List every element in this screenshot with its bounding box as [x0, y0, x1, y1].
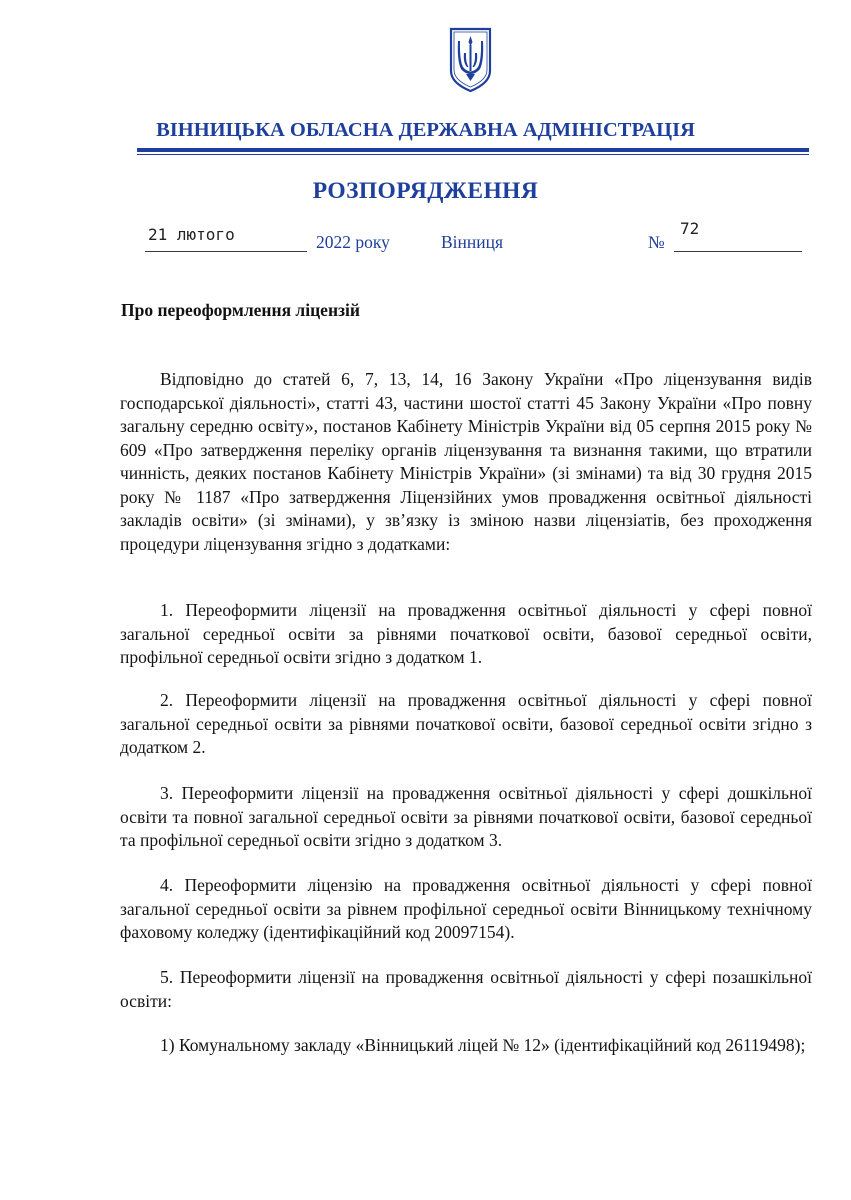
handwritten-date: 21 лютого — [148, 225, 235, 244]
paragraph-5: 5. Переоформити ліцензії на провадження освітньої діяльності у сфері позашкільної освіти: — [120, 967, 812, 1011]
document-city: Вінниця — [441, 232, 504, 252]
paragraph-5-item-1: 1) Комунальному закладу «Вінницький ліцей № 12» (ідентифікаційний код 26119498); — [160, 1035, 806, 1055]
organization-name: ВІННИЦЬКА ОБЛАСНА ДЕРЖАВНА АДМІНІСТРАЦІЯ — [156, 119, 695, 141]
preamble-paragraph: Відповідно до статей 6, 7, 13, 14, 16 Закону України «Про ліцензування видів господарської діяльності», статті 43, частини шостої статті 45 Закону України «Про повну загальну середню освіту», постанов Кабінету Міністрів України від 05 серпня 2015 року № 609 «Про затвердження переліку органів ліцензування та визнання такими, що втратили чинність, деяких постанов Кабінету Міністрів України» (зі змінами) та від 30 грудня 2015 року № 1187 «Про затвердження Ліцензійних умов провадження освітньої діяльності закладів освіти» (зі змінами), у зв’язку із зміною назви ліцензіатів, без проходження процедури ліцензування згідно з додатками: — [120, 369, 812, 554]
number-sign: № — [648, 232, 665, 252]
paragraph-1: 1. Переоформити ліцензії на провадження освітньої діяльності у сфері повної загальної середньої освіти за рівнями початкової освіти, базової середньої освіти, профільної середньої освіти згідно з додатком 1. — [120, 600, 812, 667]
number-underline — [674, 251, 802, 252]
header-divider-thin — [137, 154, 809, 155]
paragraph-3: 3. Переоформити ліцензії на провадження освітньої діяльності у сфері дошкільної освіти та повної загальної середньої освіти за рівнями початкової освіти, базової середньої та профільної середньої освіти згідно з додатком 3. — [120, 783, 812, 850]
document-type-title: РОЗПОРЯДЖЕННЯ — [312, 178, 539, 204]
header-divider-thick — [137, 148, 809, 152]
document-year: 2022 року — [316, 232, 390, 252]
handwritten-number: 72 — [680, 219, 700, 238]
date-underline — [145, 251, 307, 252]
paragraph-2: 2. Переоформити ліцензії на провадження освітньої діяльності у сфері повної загальної середньої освіти за рівнями початкової освіти, базової середньої освіти згідно з додатком 2. — [120, 690, 812, 757]
document-subject: Про переоформлення ліцензій — [121, 300, 361, 320]
trident-emblem-icon — [448, 27, 493, 93]
paragraph-4: 4. Переоформити ліцензію на провадження освітньої діяльності у сфері повної загальної середньої освіти за рівнем профільної середньої освіти Вінницькому технічному фаховому коледжу (ідентифікаційний код 20097154). — [120, 875, 812, 942]
